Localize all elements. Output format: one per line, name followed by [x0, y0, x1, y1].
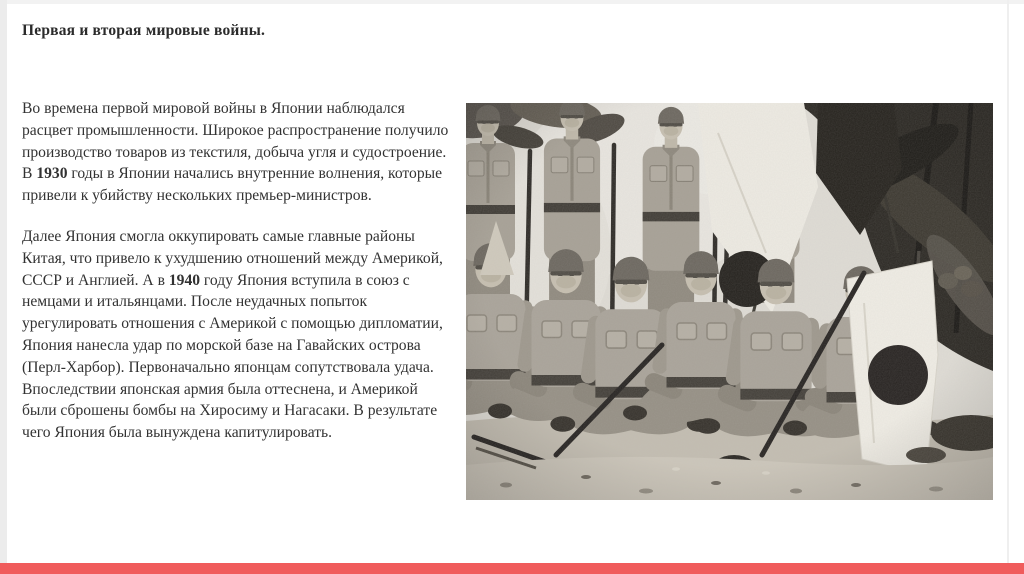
paragraph: Далее Япония смогла оккупировать самые главные районы Китая, что привело к ухудшению отношений между Америкой, СССР и Англией. А в 1940 году Япония вступила в союз с немцами и итальянцами. После неудачных попыток урегулировать отношения с Америкой с помощью дипломатии, Япония нанесла удар по морской базе на Гавайских острова (Перл-Харбор). Первоначально японцам сопутствовала удача. Впоследствии японская армия была оттеснена, и Америкой были сброшены бомбы на Хиросиму и Нагасаки. В результате чего Япония была вынуждена капитулировать. [22, 227, 443, 442]
body-text [22, 98, 452, 463]
paragraph: Во времена первой мировой войны в Японии наблюдался расцвет промышленности. Широкое распространение получило производство товаров из текстиля, добыча угля и судостроение. В 1930 годы в Японии начались внутренние волнения, которые привели к убийству нескольких премьер-министров. [22, 100, 449, 205]
slide-edge-right [1007, 0, 1009, 563]
bottom-accent-bar [0, 563, 1024, 574]
film-grain-overlay [466, 103, 993, 500]
slide-photo [466, 103, 993, 500]
page-title: Первая и вторая мировые войны. [22, 22, 266, 39]
slide-edge-top [0, 0, 1024, 4]
slide-edge-left [0, 0, 7, 574]
soldiers-photo-illustration [466, 103, 993, 500]
